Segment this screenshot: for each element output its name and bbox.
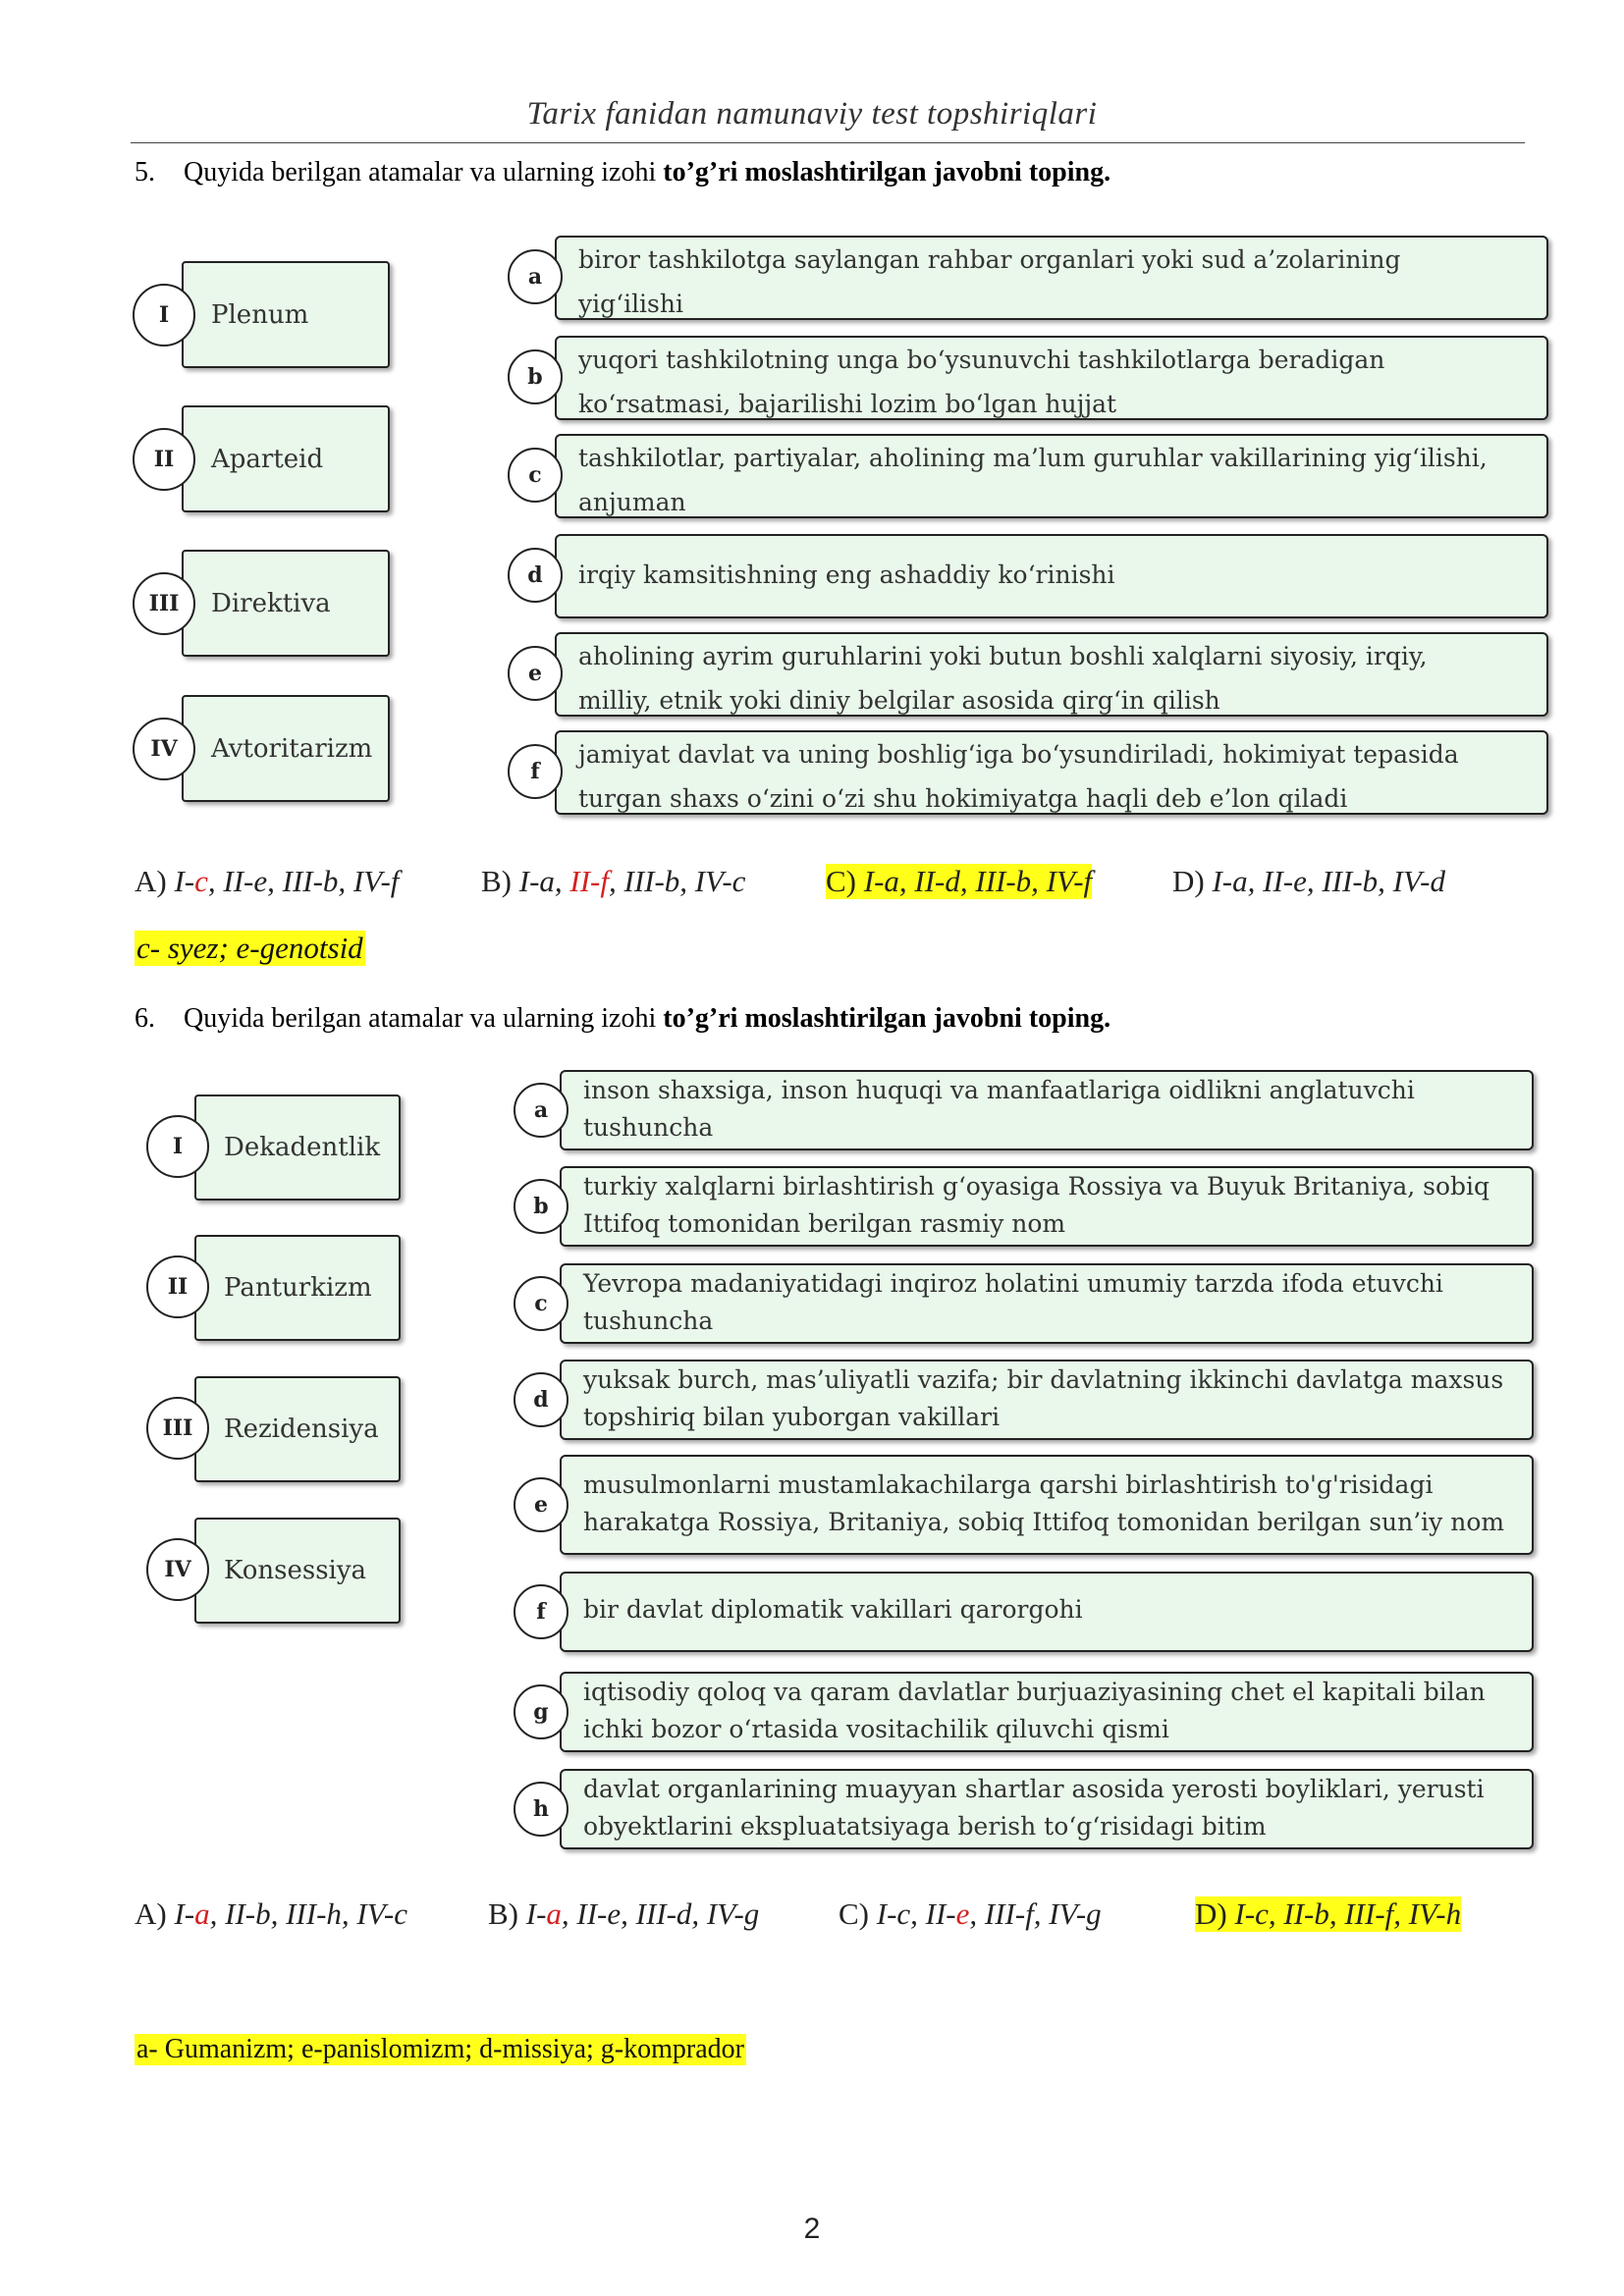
definition-box: davlat organlarining muayyan shartlar asosida yerosti boyliklari, yerusti obyektlarini ekspluatatsiyaga berish to‘g‘risidagi bitim [560,1769,1534,1849]
roman-marker: III [146,1397,209,1460]
term-label: Panturkizm [224,1273,372,1303]
question-prompt: Quyida berilgan atamalar va ularning izohi [184,157,664,187]
definition-box: musulmonlarni mustamlakachilarga qarshi birlashtirish to'g'risidagi harakatga Rossiya, Britaniya, sobiq Ittifoq tomonidan berilgan sun’iy nom [560,1455,1534,1555]
roman-marker: III [133,572,195,635]
letter-marker: b [514,1179,568,1234]
definition-box: turkiy xalqlarni birlashtirish g‘oyasiga Rossiya va Buyuk Britaniya, sobiq Ittifoq tomonidan berilgan rasmiy nom [560,1166,1534,1247]
question-6-title [135,1003,1110,1035]
answer-option-d-correct[interactable]: D) I-c, II-b, III-f, IV-h [1195,1896,1462,1931]
answer-option-c[interactable]: C) I-c, II-e, III-f, IV-g [839,1896,1102,1931]
term-box [182,695,390,802]
term-box [194,1518,401,1624]
definition-box: iqtisodiy qoloq va qaram davlatlar burjuaziyasining chet el kapitali bilan ichki bozor o‘rtasida vositachilik qiluvchi qismi [560,1672,1534,1752]
term-box [194,1376,401,1482]
letter-marker: g [514,1684,568,1739]
definition-box: Yevropa madaniyatidagi inqiroz holatini umumiy tarzda ifoda etuvchi tushuncha [560,1263,1534,1344]
roman-marker: I [146,1115,209,1178]
definition-box: yuksak burch, mas’uliyatli vazifa; bir davlatning ikkinchi davlatga maxsus topshiriq bilan yuborgan vakillari [560,1360,1534,1440]
term-label: Konsessiya [224,1556,367,1585]
term-label: Rezidensiya [224,1415,379,1444]
definition-box: bir davlat diplomatik vakillari qarorgohi [560,1572,1534,1652]
answer-option-b[interactable]: B) I-a, II-e, III-d, IV-g [488,1896,760,1931]
term-label: Avtoritarizm [211,733,373,764]
question-prompt: Quyida berilgan atamalar va ularning izohi [184,1003,664,1034]
term-label: Aparteid [211,444,324,474]
letter-marker: b [508,349,563,404]
question-6-answers [135,1896,1548,1936]
answer-option-b[interactable]: B) I-a, II-f, III-b, IV-c [481,864,746,898]
definition-box: yuqori tashkilotning unga bo‘ysunuvchi tashkilotlarga beradigan ko‘rsatmasi, bajarilishi lozim bo‘lgan hujjat [555,336,1548,420]
term-box [182,550,390,657]
question-number: 6. [135,1003,155,1034]
term-box [182,405,390,512]
definition-box: jamiyat davlat va uning boshlig‘iga bo‘ysundiriladi, hokimiyat tepasida turgan shaxs o‘zini o‘zi shu hokimiyatga haqli deb e’lon qiladi [555,730,1548,815]
term-box [194,1235,401,1341]
definition-box: tashkilotlar, partiyalar, aholining ma’lum guruhlar vakillarining yig‘ilishi, anjuman [555,434,1548,518]
term-box [194,1095,401,1201]
letter-marker: a [514,1083,568,1138]
running-title: Tarix fanidan namunaviy test topshiriqlari [526,96,1098,132]
answer-option-a[interactable]: A) I-c, II-e, III-b, IV-f [135,864,400,898]
roman-marker: I [133,284,195,347]
definition-box: aholining ayrim guruhlarini yoki butun boshli xalqlarni siyosiy, irqiy, milliy, etnik yoki diniy belgilar asosida qirg‘in qilish [555,632,1548,717]
roman-marker: II [146,1255,209,1318]
answer-option-a[interactable]: A) I-a, II-b, III-h, IV-c [135,1896,408,1931]
roman-marker: II [133,428,195,491]
letter-marker: e [508,646,563,701]
term-label: Dekadentlik [224,1133,381,1162]
page-number: 2 [803,2213,821,2245]
letter-marker: h [514,1782,568,1837]
question-5-note: c- syez; e-genotsid [136,931,363,965]
definition-box: irqiy kamsitishning eng ashaddiy ko‘rinishi [555,534,1548,618]
question-prompt-bold: to’g’ri moslashtirilgan javobni toping. [663,157,1111,187]
letter-marker: d [514,1372,568,1427]
question-5-answers [135,864,1548,903]
letter-marker: c [514,1276,568,1331]
letter-marker: c [508,448,563,503]
answer-option-c-correct[interactable]: C) I-a, II-d, III-b, IV-f [826,864,1093,898]
term-label: Direktiva [211,588,331,618]
roman-marker: IV [133,718,195,780]
letter-marker: a [508,249,563,304]
definition-box: inson shaxsiga, inson huquqi va manfaatlariga oidlikni anglatuvchi tushuncha [560,1070,1534,1150]
letter-marker: f [514,1584,568,1639]
definition-box: biror tashkilotga saylangan rahbar organlari yoki sud a’zolarining yig‘ilishi [555,236,1548,320]
question-number: 5. [135,157,155,187]
question-6-note: a- Gumanizm; e-panislomizm; d-missiya; g-komprador [136,2034,744,2064]
header-rule [131,142,1525,143]
term-box [182,261,390,368]
question-prompt-bold: to’g’ri moslashtirilgan javobni toping. [663,1003,1111,1034]
answer-option-d[interactable]: D) I-a, II-e, III-b, IV-d [1172,864,1446,898]
letter-marker: d [508,548,563,603]
term-label: Plenum [211,299,309,330]
letter-marker: e [514,1477,568,1532]
question-5-title [135,157,1110,188]
roman-marker: IV [146,1538,209,1601]
letter-marker: f [508,744,563,799]
